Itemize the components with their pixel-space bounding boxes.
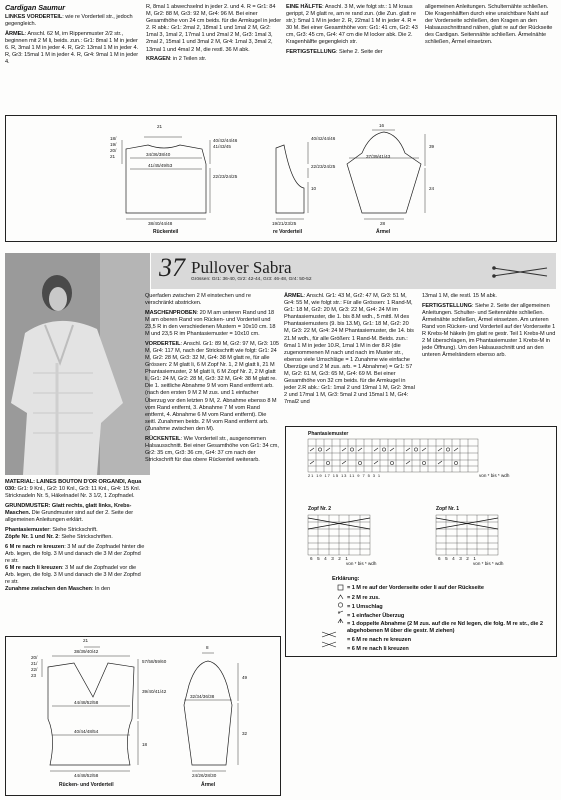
paragraph: 13mal 1 M, die restl. 15 M abk.: [422, 293, 497, 299]
repeat-label: von * bis * wdh: [479, 473, 510, 478]
dim-label: 32: [242, 731, 248, 736]
repeat-label: von * bis * wdh: [473, 561, 504, 566]
dim-label: 24/26/28/30: [192, 773, 217, 778]
paragraph: Querfaden zwischen 2 M einstechen und re verschränkt abstricken.: [145, 293, 251, 307]
legend-item: = 1 Umschlag: [347, 603, 383, 610]
paragraph: R, 8mal 1 abwechselnd in jeder 2. und 4. R = Gr1: 84 M, Gr2: 88 M, Gr3: 92 M, Gr4: 96 M. Bei einer Gesamthöhe von 24 cm beids. für die Armkugel in jeder 2. R abk.: Gr1: 2mal 2, 18mal 1 und 1mal 2 M, Gr2: 1mal 3, 1mal 2, 17mal 1 und 2mal 2 M, Gr3: 1mal 3, 2mal 2, 15mal 1 und 3mal 2 M, Gr4: 1mal 3, 3mal 2, 13mal 1 und 4mal 2 M, die restl. 36 M abk.: [146, 4, 282, 53]
paragraph: KRAGEN: in 2 Teilen str.: [146, 56, 207, 63]
knitting-needles-icon: [491, 262, 551, 282]
legend: [322, 575, 548, 654]
dim-label: 21: [157, 124, 163, 129]
legend-title: Erklärung:: [332, 576, 360, 582]
paragraph: MATERIAL: LAINES BOUTON D'OR ORGANDI, Aqua 030: Gr1: 9 Knl., Gr2: 10 Knl., Gr3: 11 Knl., Gr4: 15 Knl. Stricknadeln Nr. 5, Häkelnadel Nr. 3 1/2, 1 Zopfnadel.: [5, 479, 142, 500]
dim-label: 57/58/59/60: [142, 659, 167, 664]
dim-label: 22/23/24/25: [213, 174, 238, 179]
paragraph: RÜCKENTEIL: Wie Vorderteil str., ausgenommen Halsausschnitt. Bei einer Gesamthöhe von Gr1: 34 cm, Gr2: 35 cm, Gr3: 36 cm, Gr4: 37 cm nach der Strickschrift für das obere Rückenteil weiterarb.: [145, 435, 279, 463]
top-col2: [146, 4, 282, 66]
dim-label: 37/39/41/43: [366, 154, 391, 159]
paragraph: MASCHENPROBEN: 20 M am unteren Rand und 18 M am oberen Rand von Rücken- und Vorderteil und 23,5 R in den verschiedenen Mustern = 10x10 cm. 18 M und 23,5 R im Phantasiemuster = 10x10 cm.: [145, 309, 276, 338]
body-shape: [48, 663, 134, 765]
left-col: [5, 479, 145, 596]
paragraph: 6 M re nach re kreuzen: 3 M auf die Zopfnadel hinter die Arb. legen, die folg. 3 M und danach die 3 M der Zopfnd re str.: [5, 543, 145, 564]
dim-label: 10: [311, 186, 317, 191]
pattern-number: 37: [159, 253, 185, 282]
dim-label: 19/: [110, 142, 117, 147]
paragraph: GRUNDMUSTER: Glatt rechts, glatt links, Krebs-Maschen. Die Grundmuster sind auf der 2. Seite der allgemeinen Anleitungen erklärt.: [5, 502, 134, 524]
dim-label: 21: [110, 154, 116, 159]
dim-label: 38/40/44/48: [148, 221, 173, 226]
dim-label: 38/39/40/42: [74, 649, 99, 654]
legend-item: = 1 einfacher Überzug: [347, 613, 405, 620]
caption-body: Rücken- und Vorderteil: [59, 782, 114, 788]
dim-label: 20/: [31, 655, 38, 660]
schema-cardigan: [5, 115, 557, 242]
mid-col: [145, 293, 279, 467]
paragraph: EINE HÄLFTE: Anschl. 3 M, wie folgt str.: 1 M kraus gerippt, 2 M glatt re, am re rand zun. (die Zun. glatt re str.): 5mal 1 M in jeder 2. R, 22mal 1 M in jeder 4. R = 30 M. Bei einer Gesamthöhe von: Gr1: 41 cm, Gr2: 43 cm, Gr3: 45 cm, Gr4: 47 cm die M locker abk. Die 2. Kragenhälfte gegengleich str.: [286, 4, 418, 46]
caption-sleeve-2: Ärmel: [201, 782, 216, 788]
right-col2: [422, 293, 556, 362]
dim-label: 39/40/41/42: [142, 689, 167, 694]
pattern-header: [151, 253, 556, 289]
paragraph: allgemeinen Anleitungen. Schulternähte schließen. Die Kragenhälften durch eine unsichtbare Naht auf der Vorderseite schließen, den Kragen an den Halsausschnittrand nähen, glatt re auf der Rückseite des Cardigan. Seitennähte schließen. Ärmelnähte schließen, Ärmel einsetzen.: [425, 4, 553, 46]
paragraph: Phantasiemuster: Siehe Strickschrift.: [5, 526, 98, 533]
paragraph: LINKES VORDERTEIL: wie re Vorderteil str., jedoch gegengleich.: [5, 14, 133, 28]
dim-label: 20/: [110, 148, 117, 153]
caption-front: re Vorderteil: [273, 229, 303, 235]
paragraph: ÄRMEL: Anschl. Gr1: 43 M, Gr2: 47 M, Gr3: 51 M, Gr4: 55 M, wie folgt str.: Für alle Grössen: 1 Rand-M, Gr1: 18 M, Gr2: 20 M, Gr3: 22 M, Gr4: 24 M im Phantasiemuster, die 1. bis 8.M wdh., 5 mittl. M des Phantasiemusters (9. bis 13.M), Gr1: 18 M, Gr2: 20 M, Gr3: 22 M, Gr4: 24 M Phantasiemuster, die 14. bis 21.M wdh., für alle Größen: 1 Rand-M. Beids. zun.: 6mal 1 M in jeder 10.R, 1mal 1 M in der 8.R (die zugenommenen M nach und nach im Muster str., ebenso viele Umschläge = 1 Zunahme wie einfache Überzüge und 2 M zus. arb. = 1 Abnahme) = Gr1: 57 M, Gr2: 61 M, Gr3: 65 M, Gr4: 69 M. Bei einer Gesamthöhe von 32 cm beids. für die Armkugel in jeder 2.R abk.: Gr1: 1mal 2 und 19mal 1 M, Gr2: 3mal 2 und 17mal 1 M, Gr3: 5mal 2 und 15mal 1 M, Gr4: 7mal2 und: [284, 293, 415, 406]
dim-label: 28: [380, 221, 386, 226]
dim-label: 24: [429, 186, 435, 191]
chart-numbers-phantasie: 21 19 17 15 13 11 9 7 5 3 1: [308, 473, 381, 478]
chart-title-zopf1: Zopf Nr. 1: [436, 506, 460, 512]
caption-back: Rückenteil: [153, 229, 179, 235]
paragraph: VORDERTEIL: Anschl. Gr1: 89 M, Gr2: 97 M, Gr3: 105 M, Gr4: 117 M, nach der Strickschrift wie folgt: Gr1: 24 M, Gr2: 28 M, Gr3: 32 M, Gr4: 38 M glatt re, für alle Grössen: 2 M glatt li, 6 M Zopf Nr. 1, 2 M glatt li, 21 M Phantasiemuster, 2 M glatt li, 6 M Zopf Nr. 2, 2 M glatt li, Gr1: 24 M, Gr2: 28 M, Gr3: 32 M, Gr4: 38 M glatt re. Die 1. seitliche Abnahme 9 M vom Rand entfernt arb. (nach den ersten 9 M 2 M zus. und 1 einfacher Überzug vor den letzten 9 M, 2. Abnahme ebenso 8 M vom Rand entfernt, 3. Abnahme 7 M vom Rand entfernt, 4. Abnahme 6 M vom Rand entfernt). Die seitl. Zunahmen beids. 2 M vom Rand entfernt arb. (Zunahme zwischen den M).: [145, 340, 279, 432]
paragraph: FERTIGSTELLUNG: Siehe 2. Seite der allgemeinen Anleitungen. Schulter- und Seitennähte schließen. Ärmelnähte schließen, Ärmel einsetzen. Am unteren Rand von Rücken- und Vorderteil auf der Vorderseite 1 R Krebs-M häkeln (im glatt re gestr. Teil 1 Krebs-M und 2 M überschlagen, im Phantasiemuster 1 Krebs-M in jede Öffnung). Um den Halsausschnitt und an den unteren Ärmelrändern ebenso arb.: [422, 302, 556, 359]
cardigan-title: Cardigan Saumur: [5, 3, 66, 12]
chart-numbers-zopf1: 654321: [438, 556, 481, 561]
dim-label: 22/: [31, 667, 38, 672]
repeat-label: von * bis * wdh: [346, 561, 377, 566]
pattern-sizes: Grössen: Gr1: 36-40, Gr2: 42-44, Gr3: 46-48, Gr4: 50-52: [191, 277, 312, 282]
legend-item: = 2 M re zus.: [347, 594, 380, 601]
dim-label: 49: [242, 675, 248, 680]
dim-label: 21/: [31, 661, 38, 666]
dim-label: 16: [379, 123, 385, 128]
sleeve-shape-2: [184, 661, 232, 765]
chart-numbers-zopf2: 654321: [310, 556, 353, 561]
schema-pullover: [5, 636, 281, 796]
dim-label: 23: [31, 673, 37, 678]
paragraph: ÄRMEL: Anschl. 62 M, im Rippenmuster 2/2 str., beginnen mit 2 M li, beids. zun.: Gr1: 8mal 1 M in jeder 6. R, 3mal 1 M in jeder 4. R, Gr2: 13mal 1 M in jeder 4. R, Gr3: 15mal 1 M in jeder 4. R, Gr4: 9mal 1 M in jeder 4.: [5, 30, 139, 66]
legend-item: = 1 M re auf der Vorderseite oder li auf der Rückseite: [347, 585, 484, 592]
dim-label: 32/34/36/38: [190, 694, 215, 699]
dim-label: 18/: [110, 136, 117, 141]
dim-label: 39: [429, 144, 435, 149]
paragraph: 6 M re nach li kreuzen: 3 M auf die Zopfnadel vor die Arb. legen, die folg. 3 M und danach die 3 M der Zopfnd re str.: [5, 564, 141, 585]
dim-label: 44/48/52/58: [74, 700, 99, 705]
dim-label: 44/48/52/58: [74, 773, 99, 778]
paragraph: Zunahme zwischen den Maschen: In den: [5, 586, 111, 593]
caption-sleeve: Ärmel: [376, 229, 391, 235]
stitch-charts: [285, 426, 557, 657]
paragraph: Zöpfe Nr. 1 und Nr. 2: Siehe Strickschriften.: [5, 533, 113, 540]
dim-label: 19/21/23/25: [272, 221, 297, 226]
top-col3: [286, 4, 420, 59]
dim-label: 40/42/44/46: [213, 138, 238, 143]
paragraph: FERTIGSTELLUNG: Siehe 2. Seite der: [286, 49, 383, 56]
dim-label: 8: [206, 645, 209, 650]
dim-label: 40/44/48/54: [74, 729, 99, 734]
top-col4: [425, 4, 557, 49]
model-figure: [5, 253, 150, 475]
legend-item: = 6 M re nach li kreuzen: [347, 645, 409, 652]
model-photo: [5, 253, 150, 475]
dim-label: 41/45/49/53: [148, 163, 173, 168]
top-col1: [5, 4, 141, 69]
pattern-title: Pullover Sabra: [191, 258, 292, 277]
front-shape: [276, 145, 304, 213]
chart-title-phantasie: Phantasiemuster: [308, 431, 349, 437]
right-col1: [284, 293, 416, 409]
sleeve-shape: [347, 132, 421, 213]
dim-label: 18: [142, 742, 148, 747]
dim-label: 22/23/24/25: [311, 164, 336, 169]
legend-item: = 1 doppelte Abnahme (2 M zus. auf die re Nd legen, die folg. M re str., die 2 abgehobenen M über die gestr. M ziehen): [347, 621, 543, 635]
dim-label: 40/42/44/46: [311, 136, 336, 141]
dim-label: 34/36/38/40: [146, 152, 171, 157]
dim-label: 21: [83, 638, 89, 643]
chart-title-zopf2: Zopf Nr. 2: [308, 506, 332, 512]
legend-item: = 6 M re nach re kreuzen: [347, 636, 411, 643]
dim-label: 41/43/45: [213, 144, 231, 149]
